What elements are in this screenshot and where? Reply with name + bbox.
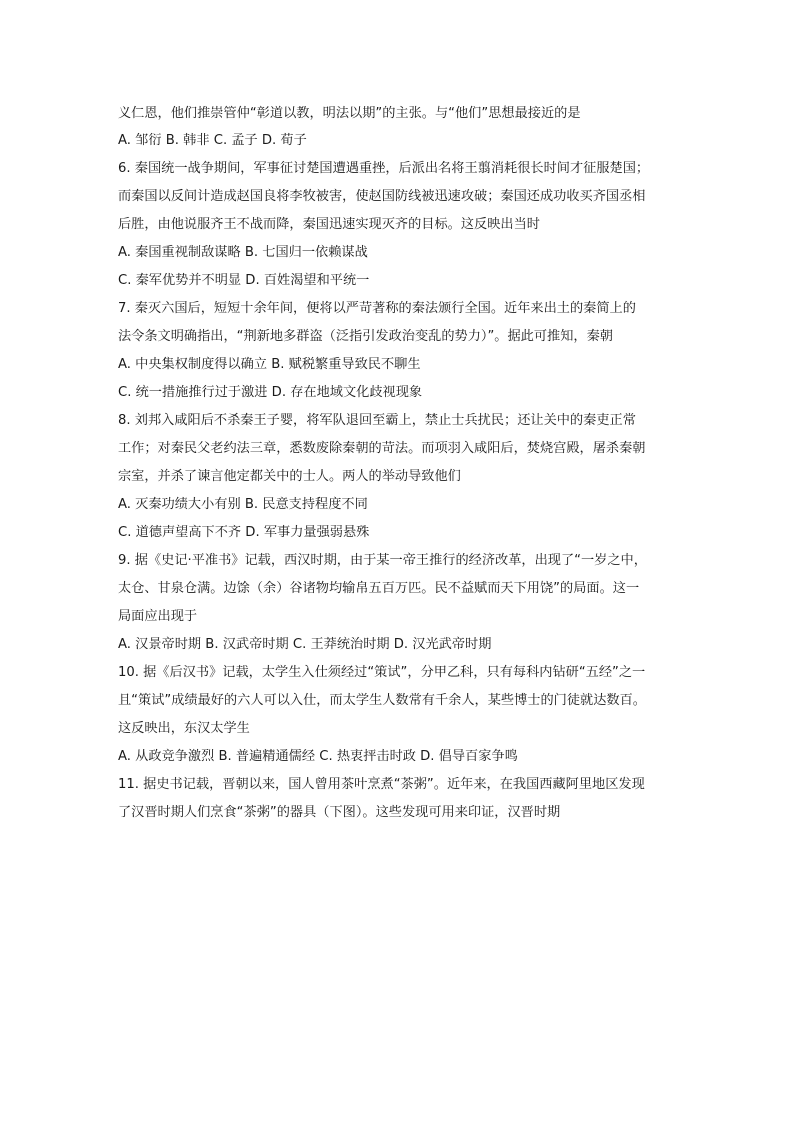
q10-stem: 10. 据《后汉书》记载，太学生入仕须经过“策试”，分甲乙科，只有每科内钻研“五经”之一 — [118, 665, 646, 680]
q8-options-cd: C. 道德声望高下不齐 D. 军事力量强弱悬殊 — [118, 525, 370, 540]
document-text — [118, 101, 688, 827]
q7-options-cd: C. 统一措施推行过于激进 D. 存在地域文化歧视现象 — [118, 385, 423, 400]
text-line: 义仁恩，他们推崇管仲“彰道以教，明法以期”的主张。与“他们”思想最接近的是 — [118, 106, 581, 121]
q10-options: A. 从政竞争激烈 B. 普遍精通儒经 C. 热衷抨击时政 D. 倡导百家争鸣 — [118, 749, 518, 764]
q6-options-ab: A. 秦国重视制敌谋略 B. 七国归一依赖谋战 — [118, 245, 368, 260]
q8-stem: 8. 刘邦入咸阳后不杀秦王子婴，将军队退回至霸上，禁止士兵扰民；还让关中的秦吏正常 — [118, 413, 636, 428]
q7-options-ab: A. 中央集权制度得以确立 B. 赋税繁重导致民不聊生 — [118, 357, 421, 372]
text-line: 后胜，由他说服齐王不战而降，秦国迅速实现灭齐的目标。这反映出当时 — [118, 217, 540, 232]
text-line: 且“策试”成绩最好的六人可以入仕，而太学生人数常有千余人，某些博士的门徒就达数百。 — [118, 693, 646, 708]
q5-options: A. 邹衍 B. 韩非 C. 孟子 D. 荀子 — [118, 133, 307, 148]
text-line: 了汉晋时期人们烹食“茶粥”的器具（下图）。这些发现可用来印证，汉晋时期 — [118, 805, 561, 820]
text-line: 而秦国以反间计造成赵国良将李牧被害，使赵国防线被迅速攻破；秦国还成功收买齐国丞相 — [118, 189, 646, 204]
text-line: 宗室，并杀了谏言他定都关中的士人。两人的举动导致他们 — [118, 469, 461, 484]
q6-options-cd: C. 秦军优势并不明显 D. 百姓渴望和平统一 — [118, 273, 370, 288]
q9-options: A. 汉景帝时期 B. 汉武帝时期 C. 王莽统治时期 D. 汉光武帝时期 — [118, 637, 492, 652]
q7-stem: 7. 秦灭六国后，短短十余年间，便将以严苛著称的秦法颁行全国。近年来出土的秦简上的 — [118, 301, 636, 316]
q8-options-ab: A. 灭秦功绩大小有别 B. 民意支持程度不同 — [118, 497, 368, 512]
text-line: 这反映出，东汉太学生 — [118, 721, 250, 736]
text-line: 工作；对秦民父老约法三章，悉数废除秦朝的苛法。而项羽入咸阳后，焚烧宫殿，屠杀秦朝 — [118, 441, 646, 456]
text-line: 法令条文明确指出，“荆新地多群盗（泛指引发政治变乱的势力）”。据此可推知，秦朝 — [118, 329, 613, 344]
q11-stem: 11. 据史书记载，晋朝以来，国人曾用茶叶烹煮“茶粥”。近年来，在我国西藏阿里地区发现 — [118, 777, 645, 792]
q6-stem: 6. 秦国统一战争期间，军事征讨楚国遭遇重挫，后派出名将王翦消耗很长时间才征服楚国； — [118, 161, 650, 176]
text-line: 局面应出现于 — [118, 609, 198, 624]
q9-stem: 9. 据《史记·平准书》记载，西汉时期，由于某一帝王推行的经济改革，出现了“一岁之中， — [118, 553, 647, 568]
text-line: 太仓、甘泉仓满。边馀（余）谷诸物均输帛五百万匹。民不益赋而天下用饶”的局面。这一 — [118, 581, 640, 596]
